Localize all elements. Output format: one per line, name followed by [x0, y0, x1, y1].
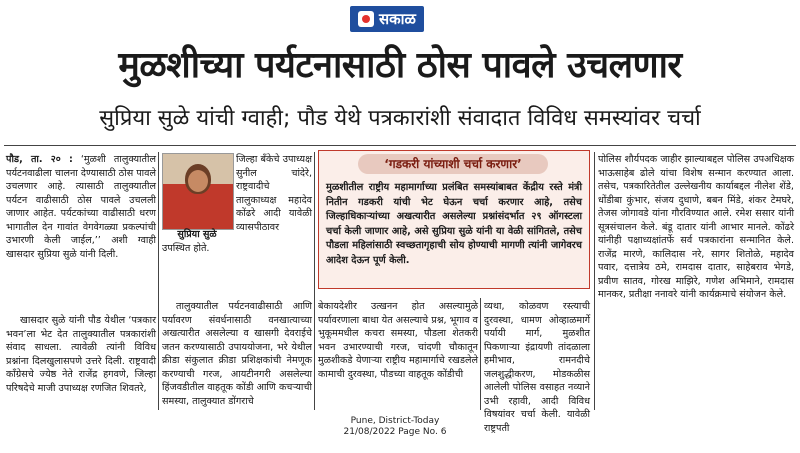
- sakal-logo-icon: [358, 11, 374, 27]
- column-2-bottom: तालुक्यातील पर्यटनवाढीसाठी आणि पर्यावरण संवर्धनासाठी वनखात्याच्या अखत्यारीत असलेल्या व खासगी देवराईचे जतन करण्यासाठी उपाययोजना, भरे येथील क्रीडा संकुलात क्रीडा प्रशिक्षकांची नेमणूक करण्याची गरज, आयटीनगरी असलेल्या हिंजवडीतील वाहतूक कोंडी आणि कचऱ्याची समस्या, तालुक्यात डोंगराचे: [162, 301, 312, 407]
- column-divider: [158, 152, 159, 410]
- headline-divider: [4, 145, 796, 146]
- highlight-box-title: ‘गडकरी यांच्याशी चर्चा करणार’: [358, 154, 548, 174]
- footer-edition: Pune, District-Today: [350, 416, 440, 426]
- subheadline: सुप्रिया सुळे यांची ग्वाही; पौड येथे पत्रकारांशी संवादात विविध समस्यांवर चर्चा: [99, 106, 701, 131]
- portrait-face: [188, 170, 208, 192]
- masthead: [350, 6, 424, 32]
- column-1: [6, 153, 156, 261]
- column-divider: [594, 152, 595, 410]
- highlight-box-text: मुळशीतील राष्ट्रीय महामार्गाच्या प्रलंबित समस्यांबाबत केंद्रीय रस्ते मंत्री नितीन गडकरी यांची भेट घेऊन चर्चा करणार आहे, तसेच जिल्हाधिकाऱ्यांच्या अखत्यारीत असलेल्या प्रश्नांसंदर्भात २९ ऑगस्टला चर्चा केली जाणार आहे, असे सुप्रिया सुळे यांनी या वेळी सांगितले, तसेच पौडला महिलांसाठी स्वच्छतागृहाची सोय होण्याची मागणी त्यांनी जागेवरच आदेश देऊन पूर्ण केली.: [326, 182, 582, 266]
- photo-caption: सुप्रिया सुळे: [177, 229, 217, 240]
- column-divider: [314, 152, 315, 410]
- footer-date: 21/08/2022 Page No. 6: [343, 427, 447, 437]
- column-1-second: [6, 314, 156, 395]
- lead-text: ‘मुळशी तालुक्यातील पर्यटनवाढीला चालना देण्यासाठी ठोस पावले उचलणार आहे. त्यासाठी तालुक्यातील पर्यटन वाढीसाठी ठोस पावले उचलली जाणार आहेत. पर्यटकांच्या वाढीसाठी धरण भागातील देन गावांत वेगवेगळ्या प्रकल्पांची उभारणी केली जाईल,’’ अशी ग्वाही खासदार सुप्रिया सुळे यांनी दिली.: [6, 154, 157, 260]
- column-divider: [480, 298, 481, 410]
- paragraph-2: खासदार सुळे यांनी पौड येथील ‘पत्रकार भवन’ला भेट देत तालुक्यातील पत्रकारांशी संवाद साधला. त्यावेळी त्यांनी विविध प्रश्नांना दिलखुलासपणे उत्तरे दिली. राष्ट्रवादी काँग्रेसचे ज्येष्ठ नेते राजेंद्र हगवणे, जिल्हा परिषदेचे माजी उपाध्यक्ष रणजित शिवतरे,: [6, 315, 156, 394]
- column-3: बेकायदेशीर उत्खनन होत असल्यामुळे पर्यावरणाला बाधा येत असल्याचे प्रश्न, भूगाव व भुकूममधील कचरा समस्या, पौडला शेतकरी भवन उभारण्याची गरज, चांदणी चौकातून मुळशीकडे येणाऱ्या राष्ट्रीय महामार्गाचे रखडलेले कामाची दुरवस्था, पौडच्या वाहतूक कोंडीची: [318, 301, 478, 380]
- masthead-title: सकाळ: [379, 9, 416, 28]
- column-4: व्यथा, कोळवण रस्त्याची दुरवस्था, धामण ओव्हाळमार्गे पर्यायी मार्ग, मुळशीत पिकणाऱ्या इंद्रायणी तांदळाला हमीभाव, रामनदीचे जलशुद्धीकरण, मोडकळीस आलेली पोलिस वसाहत नव्याने उभी रहावी, आदी विविध विषयांवर चर्चा केली. यावेळी राष्ट्रपती: [484, 301, 590, 434]
- headline: मुळशीच्या पर्यटनासाठी ठोस पावले उचलणार: [118, 45, 682, 86]
- portrait-photo: [162, 153, 234, 230]
- column-2-top: जिल्हा बँकेचे उपाध्यक्ष सुनील चांदेरे, राष्ट्रवादीचे तालुकाध्यक्ष महादेव कोंढरे आदी यावेळी व्यासपीठावर: [236, 154, 312, 233]
- dateline: पौड, ता. २० :: [6, 154, 73, 165]
- column-2-mid: उपस्थित होते.: [162, 243, 210, 254]
- footer: [330, 416, 460, 438]
- column-5: पोलिस शौर्यपदक जाहीर झाल्याबद्दल पोलिस उपअधिक्षक भाऊसाहेब ढोले यांचा विशेष सन्मान करण्यात आला. तसेच, पत्रकारितेतील उल्लेखनीय कार्याबद्दल नीलेश शेंडे, धोंडीबा कुंभार, संजय दुधाणे, बबन मिंडे, शंकर टेमघरे, तेजस जोगावडे यांना गौरविण्यात आले. रमेश ससार यांनी सूत्रसंचालन केले. बंडू दातार यांनी आभार मानले. कोंढरे यांनीही पक्षाध्यक्षांतर्फे सर्व पत्रकारांना सन्मानित केले. राजेंद्र मारणे, कालिदास नरे, सागर शितोळे, महादेव पवार, दत्तात्रेय ठमे, रामदास दातार, साहेबराव भेगडे, प्रवीण सातव, गोरख माझिरे, गणेश अभिमाने, रामदास मानकर, प्रतीक्षा ननावरे यांनी कार्यक्रमाचे संयोजन केले.: [598, 154, 794, 300]
- lead-paragraph: [6, 153, 156, 261]
